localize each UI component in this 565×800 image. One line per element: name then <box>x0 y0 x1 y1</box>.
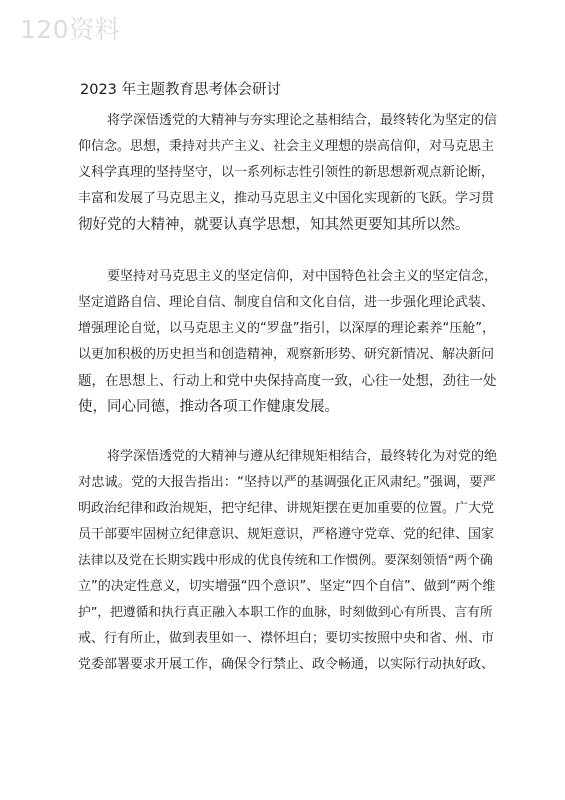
paragraph-line: 题，在思想上、行动上和党中央保持高度一致，心往一处想，劲往一处 <box>78 373 497 389</box>
document-title: 2023 年主题教育思考体会研讨 <box>80 82 282 98</box>
paragraph-line: 戒、行有所止，做到表里如一、襟怀坦白；要切实按照中央和省、州、市 <box>78 631 495 646</box>
paragraph-2 <box>78 264 498 420</box>
paragraph-line: 仰信念。思想，秉持对共产主义、社会主义理想的崇高信仰，对马克思主 <box>78 139 495 154</box>
paragraph-line: 员干部要牢固树立纪律意识、规矩意识，严格遵守党章、党的纪律、国家 <box>78 527 495 542</box>
watermark: 120资料 <box>20 15 121 44</box>
paragraph-line: 将学深悟透党的大精神与夯实理论之基相结合，最终转化为坚定的信 <box>107 113 498 128</box>
paragraph-line: 丰富和发展了马克思主义，推动马克思主义中国化实现新的飞跃。学习贯 <box>78 191 495 206</box>
paragraph-line: 使，同心同德，推动各项工作健康发展。 <box>78 399 339 415</box>
paragraph-1 <box>78 108 498 238</box>
paragraph-line: 义科学真理的坚持坚守，以一系列标志性引领性的新思想新观点新论断， <box>78 165 495 180</box>
paragraph-line: 党委部署要求开展工作，确保令行禁止、政令畅通，以实际行动执好政、 <box>78 657 495 672</box>
paragraph-line: 坚定道路自信、理论自信、制度自信和文化自信，进一步强化理论武装、 <box>78 295 495 310</box>
paragraph-line: 将学深悟透党的大精神与遵从纪律规矩相结合，最终转化为对党的绝 <box>107 449 498 464</box>
paragraph-line: 法律以及党在长期实践中形成的优良传统和工作惯例。要深刻领悟“两个确 <box>78 553 493 568</box>
paragraph-3 <box>78 444 498 678</box>
paragraph-line: 增强理论自觉，以马克思主义的“罗盘”指引，以深厚的理论素养“压舱”， <box>78 321 495 336</box>
paragraph-line: 彻好党的大精神，就要认真学思想，知其然更要知其所以然。 <box>78 217 470 233</box>
paragraph-line: 要坚持对马克思主义的坚定信仰，对中国特色社会主义的坚定信念， <box>107 269 498 284</box>
paragraph-line: 明政治纪律和政治规矩，把守纪律、讲规矩摆在更加重要的位置。广大党 <box>78 501 495 516</box>
paragraph-line: 对忠诚。党的大报告指出：“坚持以严的基调强化正风肃纪。”强调，要严 <box>78 475 496 490</box>
paragraph-line: 以更加积极的历史担当和创造精神，观察新形势、研究新情况、解决新问 <box>78 347 495 362</box>
paragraph-line: 护”，把遵循和执行真正融入本职工作的血脉，时刻做到心有所畏、言有所 <box>78 605 493 620</box>
paragraph-line: 立”的决定性意义，切实增强“四个意识”、坚定“四个自信”、做到“两个维 <box>78 579 496 594</box>
